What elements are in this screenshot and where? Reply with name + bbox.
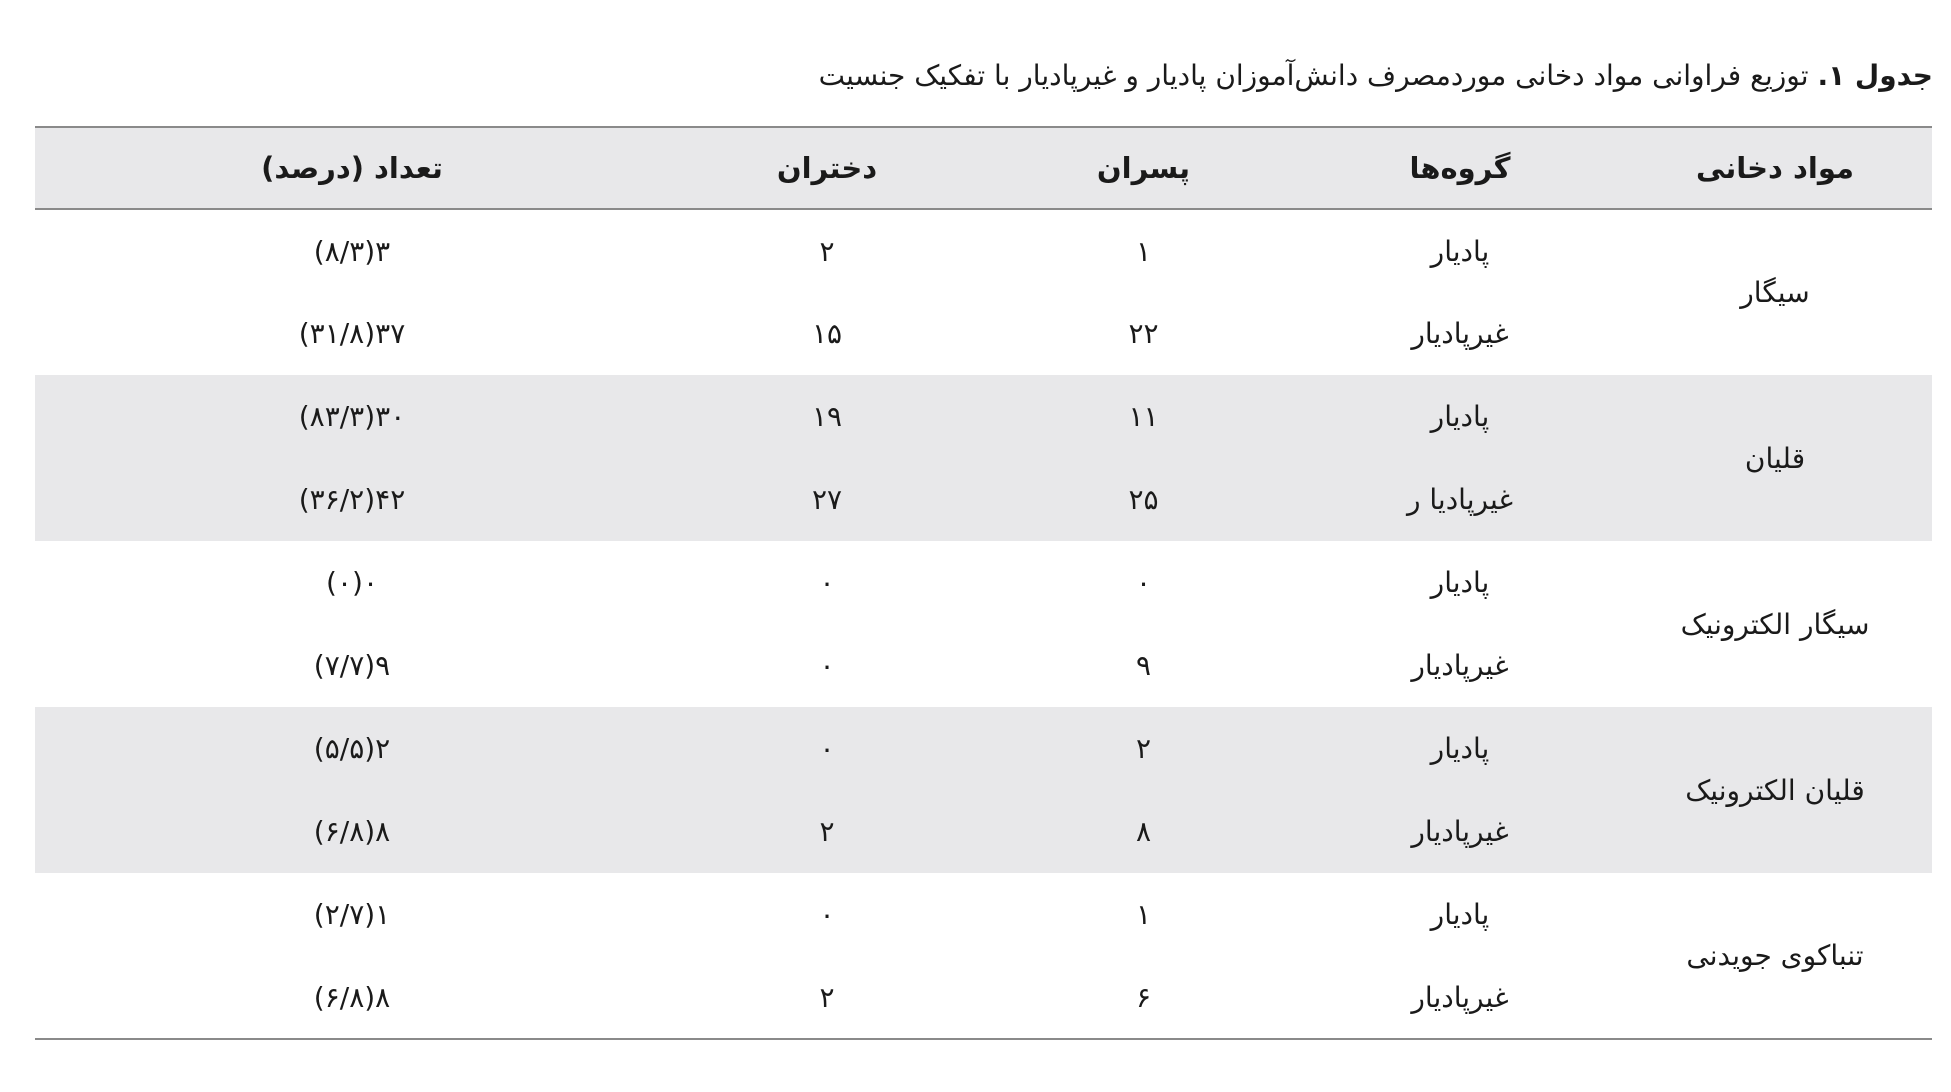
group-cell: پادیار [1430,234,1490,268]
girls-cell: ۱۹ [811,400,843,433]
table-row [35,375,1932,458]
header-substance: مواد دخانی [1618,127,1932,209]
group-cell: غیرپادیار [1411,649,1509,682]
group-cell: غیرپادیا ر [1406,483,1514,516]
substance-cell: قلیان [1744,441,1806,475]
boys-cell: ۹ [1135,649,1152,682]
total-cell: ۳۰(۸۳/۳) [298,400,406,433]
table-caption [819,56,1933,96]
total-cell: ۸(۶/۸) [313,815,391,848]
header-boys: پسران [985,127,1302,209]
total-cell: ۴۲(۳۶/۲) [298,483,406,516]
caption-label: جدول ۱. [1817,59,1933,92]
girls-cell: ۲ [669,956,985,1039]
caption-text: توزیع فراوانی مواد دخانی موردمصرف دانش‌آموزان پادیار و غیرپادیار با تفکیک جنسیت [818,59,1809,92]
boys-cell: ۱ [1135,898,1152,931]
total-cell: ۳(۸/۳) [313,234,391,268]
table-row [35,209,1932,292]
header-groups: گروه‌ها [1302,127,1618,209]
boys-cell: ۱۱ [1128,400,1159,433]
substance-cell: سیگار الکترونیک [1680,607,1870,641]
table-row [35,707,1932,790]
boys-cell: ۲۵ [1128,483,1159,516]
girls-cell: ۰ [819,649,835,682]
girls-cell: ۲ [819,815,835,848]
girls-cell: ۲۷ [811,483,843,516]
group-cell: پادیار [1430,732,1490,765]
total-cell: ۹(۷/۷) [313,649,391,682]
substance-cell: تنباکوی جویدنی [1618,873,1932,1039]
group-cell: پادیار [1430,898,1490,931]
substance-cell: سیگار [1740,276,1810,309]
substance-cell: قلیان الکترونیک [1685,773,1865,807]
group-cell: پادیار [1430,400,1490,433]
group-cell: غیرپادیار [1302,956,1618,1039]
table-row [35,873,1932,956]
total-cell: ۰(۰) [326,566,378,599]
table-header [35,127,1932,209]
table-row [35,541,1932,624]
total-cell: ۸(۶/۸) [35,956,669,1039]
girls-cell: ۱۵ [811,317,843,350]
total-cell: ۲(۵/۵) [313,732,391,765]
girls-cell: ۰ [819,732,835,765]
total-cell: ۱(۲/۷) [313,898,391,931]
header-girls: دختران [669,127,985,209]
boys-cell: ۲ [1135,732,1152,765]
boys-cell: ۶ [985,956,1302,1039]
header-row [35,127,1932,209]
girls-cell: ۲ [819,234,835,268]
total-cell: ۳۷(۳۱/۸) [298,317,406,350]
table-body [35,209,1932,1039]
girls-cell: ۰ [819,898,835,931]
group-cell: غیرپادیار [1411,815,1509,848]
data-table [35,126,1932,1040]
group-cell: پادیار [1430,566,1490,599]
boys-cell: ۱ [1135,234,1152,268]
boys-cell: ۰ [1135,566,1152,599]
boys-cell: ۸ [1135,815,1152,848]
girls-cell: ۰ [819,566,835,599]
boys-cell: ۲۲ [1128,317,1159,350]
group-cell: غیرپادیار [1411,317,1509,350]
header-total: تعداد (درصد) [35,127,669,209]
